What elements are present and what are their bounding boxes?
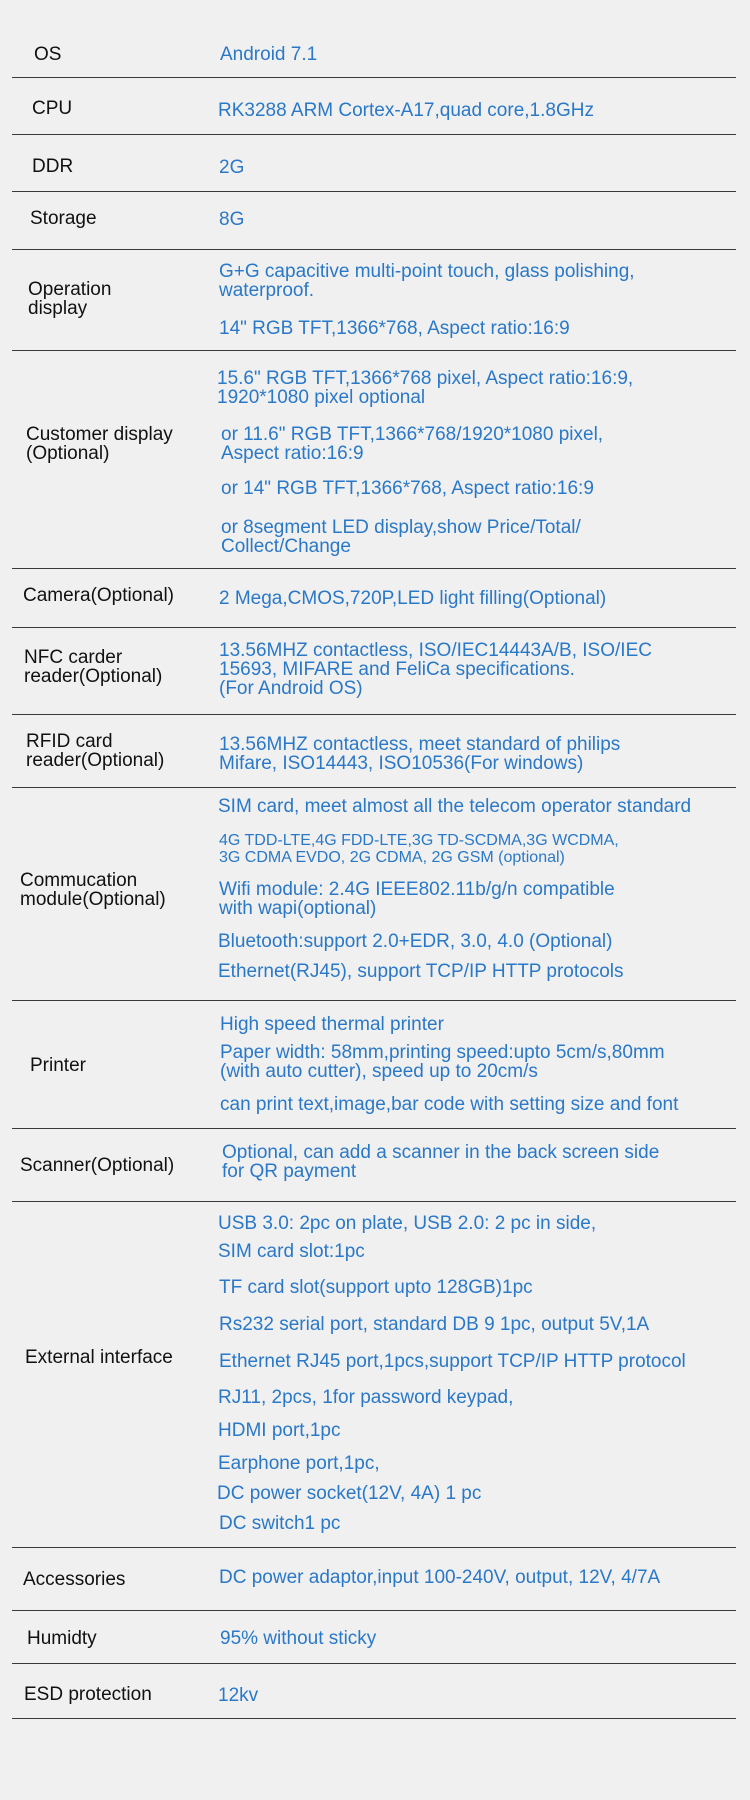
spec-value: can print text,image,bar code with setting size and font xyxy=(220,1094,679,1115)
spec-value: 12kv xyxy=(218,1685,259,1706)
spec-row-esd-protection xyxy=(12,1663,736,1719)
spec-row-communication-module xyxy=(12,787,736,1001)
spec-label: NFC carder reader(Optional) xyxy=(24,647,163,687)
spec-row-camera xyxy=(12,568,736,628)
spec-label: External interface xyxy=(25,1347,173,1368)
spec-label: Accessories xyxy=(23,1569,126,1590)
spec-value: or 8segment LED display,show Price/Total/ Collect/Change xyxy=(221,517,581,557)
spec-row-os xyxy=(12,0,736,78)
spec-value: DC power adaptor,input 100-240V, output, 12V, 4/7A xyxy=(219,1567,661,1588)
spec-label: CPU xyxy=(32,98,73,119)
spec-row-operation-display xyxy=(12,249,736,351)
spec-value: Ethernet(RJ45), support TCP/IP HTTP protocols xyxy=(218,961,624,982)
spec-label: Humidty xyxy=(27,1628,97,1649)
spec-value: USB 3.0: 2pc on plate, USB 2.0: 2 pc in side, xyxy=(218,1213,597,1234)
spec-row-external-interface xyxy=(12,1201,736,1548)
spec-row-rfid-reader xyxy=(12,714,736,788)
spec-row-humidity xyxy=(12,1610,736,1664)
spec-value: G+G capacitive multi-point touch, glass polishing, waterproof. xyxy=(219,261,635,301)
spec-value: High speed thermal printer xyxy=(220,1014,444,1035)
spec-value: Ethernet RJ45 port,1pcs,support TCP/IP HTTP protocol xyxy=(219,1351,686,1372)
spec-row-cpu xyxy=(12,77,736,135)
spec-value: Optional, can add a scanner in the back screen side for QR payment xyxy=(222,1142,660,1182)
spec-value: HDMI port,1pc xyxy=(218,1420,341,1441)
spec-value: RK3288 ARM Cortex-A17,quad core,1.8GHz xyxy=(218,100,594,121)
spec-value: SIM card slot:1pc xyxy=(218,1241,365,1262)
spec-label: Customer display (Optional) xyxy=(26,424,173,464)
spec-label: ESD protection xyxy=(24,1684,152,1705)
spec-label: Camera(Optional) xyxy=(23,585,174,606)
spec-row-accessories xyxy=(12,1547,736,1611)
spec-row-printer xyxy=(12,1000,736,1129)
spec-value: or 11.6" RGB TFT,1366*768/1920*1080 pixel, Aspect ratio:16:9 xyxy=(221,424,604,464)
spec-value: 15.6" RGB TFT,1366*768 pixel, Aspect ratio:16:9, 1920*1080 pixel optional xyxy=(217,368,634,408)
spec-value: DC switch1 pc xyxy=(219,1513,341,1534)
spec-label: Operation display xyxy=(28,279,112,319)
spec-label: Scanner(Optional) xyxy=(20,1155,175,1176)
spec-label: OS xyxy=(34,44,62,65)
spec-value: DC power socket(12V, 4A) 1 pc xyxy=(217,1483,482,1504)
spec-value: 13.56MHZ contactless, meet standard of philips Mifare, ISO14443, ISO10536(For windows) xyxy=(219,734,621,774)
spec-label: Storage xyxy=(30,208,97,229)
spec-row-scanner xyxy=(12,1128,736,1202)
spec-value: or 14" RGB TFT,1366*768, Aspect ratio:16:9 xyxy=(221,478,594,499)
spec-value: 13.56MHZ contactless, ISO/IEC14443A/B, ISO/IEC 15693, MIFARE and FeliCa specifications. (For Android OS) xyxy=(219,640,652,699)
spec-value: 8G xyxy=(219,209,245,230)
spec-value: Bluetooth:support 2.0+EDR, 3.0, 4.0 (Optional) xyxy=(218,931,613,952)
spec-value: 2 Mega,CMOS,720P,LED light filling(Optional) xyxy=(219,588,607,609)
spec-row-ddr xyxy=(12,134,736,192)
spec-label: RFID card reader(Optional) xyxy=(26,731,165,771)
spec-value: Android 7.1 xyxy=(220,44,318,65)
spec-value: TF card slot(support upto 128GB)1pc xyxy=(219,1277,533,1298)
spec-value: Earphone port,1pc, xyxy=(218,1453,380,1474)
spec-value: Rs232 serial port, standard DB 9 1pc, output 5V,1A xyxy=(219,1314,650,1335)
spec-row-customer-display xyxy=(12,350,736,569)
spec-value: 95% without sticky xyxy=(220,1628,377,1649)
spec-label: Printer xyxy=(30,1055,86,1076)
spec-label: DDR xyxy=(32,156,74,177)
spec-value: Paper width: 58mm,printing speed:upto 5cm/s,80mm (with auto cutter), speed up to 20cm/s xyxy=(220,1042,665,1082)
spec-row-nfc-reader xyxy=(12,627,736,715)
spec-value: Wifi module: 2.4G IEEE802.11b/g/n compatible with wapi(optional) xyxy=(219,879,615,919)
spec-value: SIM card, meet almost all the telecom operator standard xyxy=(218,796,692,817)
spec-value: 4G TDD-LTE,4G FDD-LTE,3G TD-SCDMA,3G WCDMA, 3G CDMA EVDO, 2G CDMA, 2G GSM (optional) xyxy=(219,832,619,866)
spec-value: 14" RGB TFT,1366*768, Aspect ratio:16:9 xyxy=(219,318,570,339)
spec-value: 2G xyxy=(219,157,245,178)
spec-row-storage xyxy=(12,191,736,250)
spec-label: Commucation module(Optional) xyxy=(20,870,166,910)
spec-value: RJ11, 2pcs, 1for password keypad, xyxy=(218,1387,514,1408)
